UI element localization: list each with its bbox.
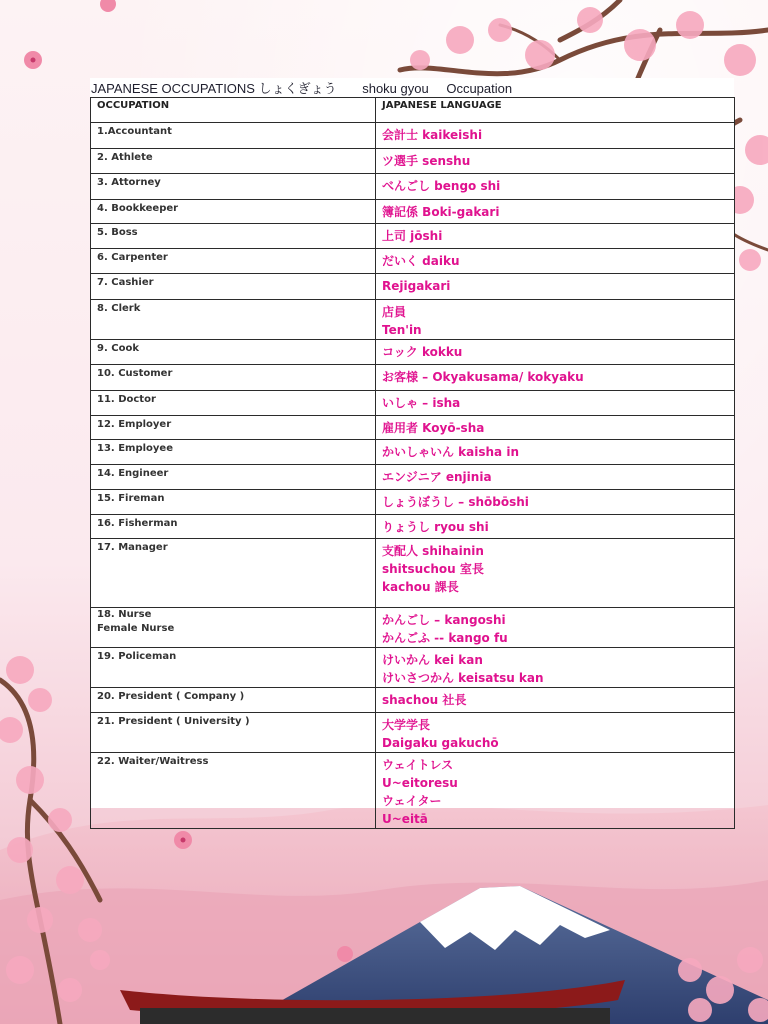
table-row	[91, 249, 735, 274]
japanese-line: かんごし – kangoshi	[382, 613, 506, 627]
table-row	[91, 365, 735, 391]
table-row	[91, 465, 735, 490]
japanese-cell	[376, 274, 735, 300]
japanese-line: shachou 社長	[382, 693, 467, 707]
japanese-cell	[376, 465, 735, 490]
japanese-line: Daigaku gakuchō	[382, 736, 499, 750]
japanese-cell	[376, 249, 735, 274]
occupation-cell: 8. Clerk	[91, 300, 376, 340]
japanese-line: けいかん kei kan	[382, 653, 483, 667]
table-row	[91, 123, 735, 149]
japanese-line: 雇用者 Koyō-sha	[382, 421, 485, 435]
table-row	[91, 274, 735, 300]
japanese-line: 店員	[382, 305, 407, 319]
japanese-line: U~eitoresu	[382, 776, 458, 790]
japanese-cell	[376, 490, 735, 515]
japanese-cell	[376, 515, 735, 539]
occupation-cell: 12. Employer	[91, 416, 376, 440]
table-header-row	[91, 98, 735, 123]
japanese-line: べんごし bengo shi	[382, 179, 501, 193]
table-row	[91, 490, 735, 515]
japanese-line: ウェイトレス	[382, 758, 454, 772]
occupations-table	[90, 97, 735, 829]
table-row	[91, 753, 735, 829]
table-row	[91, 416, 735, 440]
table-row	[91, 391, 735, 416]
occupation-cell: 15. Fireman	[91, 490, 376, 515]
japanese-cell	[376, 340, 735, 365]
japanese-line: いしゃ – isha	[382, 396, 461, 410]
occupation-cell: 16. Fisherman	[91, 515, 376, 539]
japanese-cell	[376, 365, 735, 391]
japanese-line: エンジニア enjinia	[382, 470, 492, 484]
occupation-cell: 6. Carpenter	[91, 249, 376, 274]
occupation-cell: 19. Policeman	[91, 648, 376, 688]
occupation-cell: 14. Engineer	[91, 465, 376, 490]
table-row	[91, 174, 735, 200]
occupation-cell: 21. President ( University )	[91, 713, 376, 753]
title-romaji: shoku gyou	[362, 81, 429, 96]
japanese-cell	[376, 224, 735, 249]
japanese-line: Rejigakari	[382, 279, 451, 293]
occupation-cell: 4. Bookkeeper	[91, 200, 376, 224]
table-row	[91, 539, 735, 608]
japanese-line: 支配人 shihainin	[382, 544, 484, 558]
table-row	[91, 440, 735, 465]
table-row	[91, 224, 735, 249]
japanese-line: ウェイター	[382, 794, 442, 808]
occupation-cell: 17. Manager	[91, 539, 376, 608]
japanese-cell	[376, 300, 735, 340]
occupation-cell: 11. Doctor	[91, 391, 376, 416]
japanese-line: 簿記係 Boki-gakari	[382, 205, 500, 219]
japanese-line: りょうし ryou shi	[382, 520, 489, 534]
page-title	[91, 80, 731, 98]
japanese-line: U~eitā	[382, 812, 428, 826]
japanese-cell	[376, 416, 735, 440]
japanese-cell	[376, 753, 735, 829]
japanese-cell	[376, 440, 735, 465]
japanese-cell	[376, 648, 735, 688]
occupation-cell: 13. Employee	[91, 440, 376, 465]
header-occupation: OCCUPATION	[91, 98, 376, 123]
occupation-cell: 10. Customer	[91, 365, 376, 391]
japanese-cell	[376, 608, 735, 648]
japanese-line: ツ選手 senshu	[382, 154, 471, 168]
header-japanese: JAPANESE LANGUAGE	[376, 98, 735, 123]
japanese-line: けいさつかん keisatsu kan	[382, 671, 544, 685]
japanese-line: shitsuchou 室長	[382, 562, 484, 576]
japanese-cell	[376, 200, 735, 224]
japanese-line: しょうぼうし – shōbōshi	[382, 495, 529, 509]
japanese-cell	[376, 149, 735, 174]
japanese-line: かいしゃいん kaisha in	[382, 445, 519, 459]
occupation-cell: 22. Waiter/Waitress	[91, 753, 376, 829]
japanese-cell	[376, 539, 735, 608]
title-text: JAPANESE OCCUPATIONS しょくぎょう	[91, 81, 337, 96]
occupation-cell: 9. Cook	[91, 340, 376, 365]
occupation-cell: 1.Accountant	[91, 123, 376, 149]
japanese-line: kachou 課長	[382, 580, 459, 594]
japanese-line: 大学学長	[382, 718, 431, 732]
japanese-line: お客様 – Okyakusama/ kokyaku	[382, 370, 584, 384]
japanese-line: かんごふ -- kango fu	[382, 631, 508, 645]
japanese-cell	[376, 123, 735, 149]
table-row	[91, 340, 735, 365]
table-row	[91, 200, 735, 224]
table-row	[91, 713, 735, 753]
occupation-cell: 7. Cashier	[91, 274, 376, 300]
occupation-cell: 18. Nurse Female Nurse	[91, 608, 376, 648]
occupation-cell: 3. Attorney	[91, 174, 376, 200]
occupation-cell: 2. Athlete	[91, 149, 376, 174]
japanese-line: 会計士 kaikeishi	[382, 128, 483, 142]
table-row	[91, 515, 735, 539]
table-row	[91, 300, 735, 340]
japanese-line: Ten'in	[382, 323, 422, 337]
japanese-line: 上司 jōshi	[382, 229, 443, 243]
title-english: Occupation	[446, 81, 513, 96]
table-row	[91, 688, 735, 713]
japanese-cell	[376, 174, 735, 200]
japanese-cell	[376, 391, 735, 416]
table-row	[91, 608, 735, 648]
japanese-cell	[376, 688, 735, 713]
occupation-cell: 5. Boss	[91, 224, 376, 249]
table-row	[91, 149, 735, 174]
japanese-line: だいく daiku	[382, 254, 460, 268]
japanese-line: コック kokku	[382, 345, 463, 359]
japanese-cell	[376, 713, 735, 753]
occupation-cell: 20. President ( Company )	[91, 688, 376, 713]
table-row	[91, 648, 735, 688]
